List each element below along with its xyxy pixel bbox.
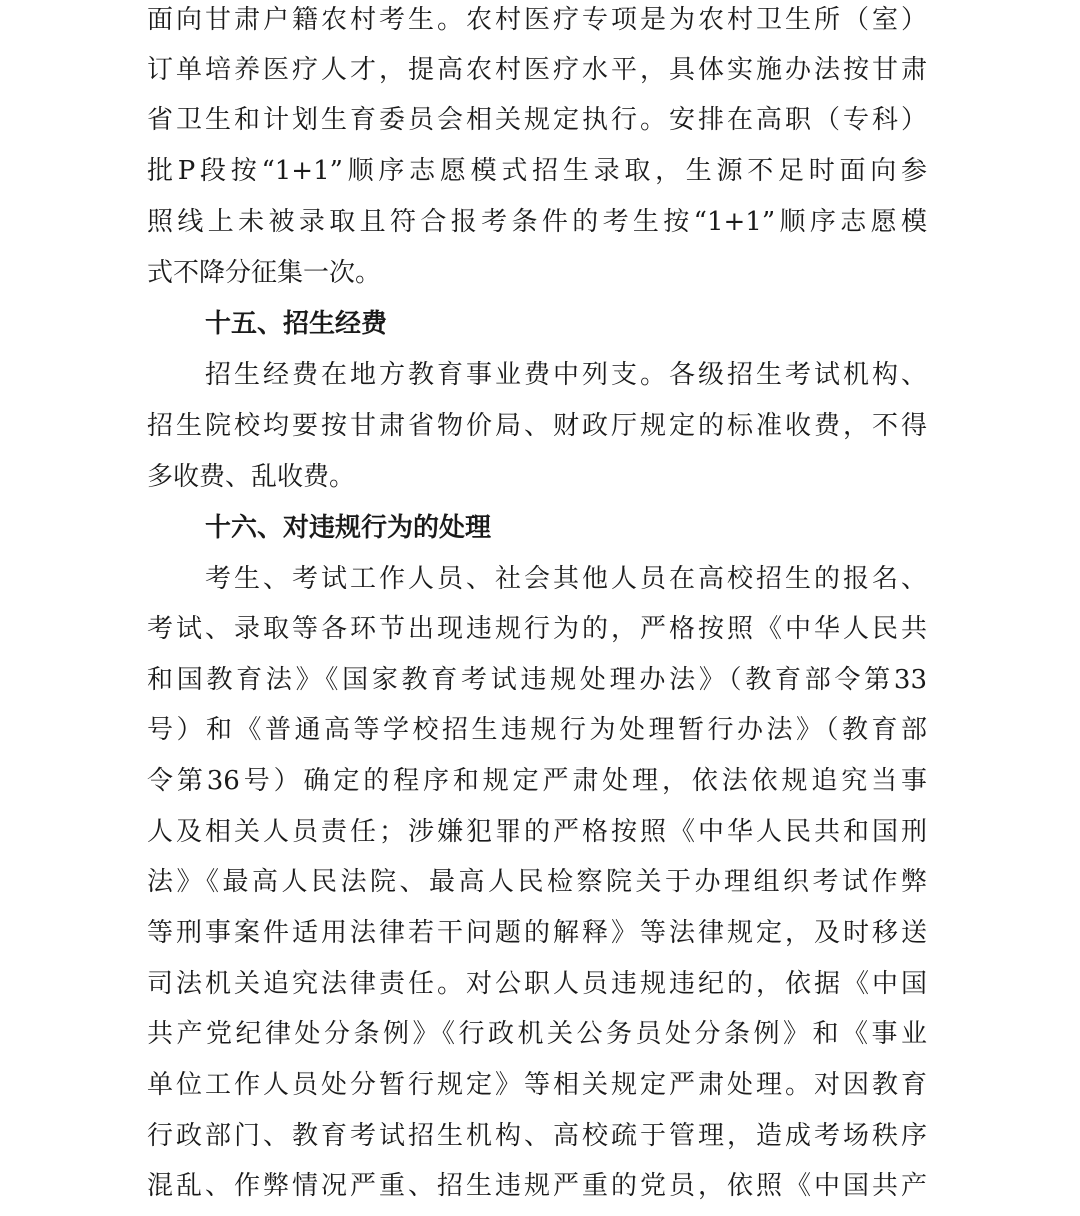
paragraph-line: 混乱、作弊情况严重、招生违规严重的党员，依照《中国共产 <box>147 1171 927 1201</box>
paragraph-line: 式不降分征集一次。 <box>147 258 382 288</box>
paragraph-line: 面向甘肃户籍农村考生。农村医疗专项是为农村卫生所（室） <box>147 5 927 35</box>
paragraph-line: 多收费、乱收费。 <box>147 462 356 492</box>
paragraph-line: 批P段按“1+1”顺序志愿模式招生录取，生源不足时面向参 <box>147 156 927 186</box>
paragraph-line: 共产党纪律处分条例》《行政机关公务员处分条例》和《事业 <box>147 1019 927 1049</box>
paragraph-line: 司法机关追究法律责任。对公职人员违规违纪的，依据《中国 <box>147 969 927 999</box>
paragraph-line: 单位工作人员处分暂行规定》等相关规定严肃处理。对因教育 <box>147 1070 927 1100</box>
paragraph-line: 行政部门、教育考试招生机构、高校疏于管理，造成考场秩序 <box>147 1121 927 1151</box>
paragraph-line: 省卫生和计划生育委员会相关规定执行。安排在高职（专科） <box>147 105 927 135</box>
paragraph-line: 法》《最高人民法院、最高人民检察院关于办理组织考试作弊 <box>147 867 927 897</box>
paragraph-line: 考试、录取等各环节出现违规行为的，严格按照《中华人民共 <box>147 614 927 644</box>
paragraph-line: 等刑事案件适用法律若干问题的解释》等法律规定，及时移送 <box>147 918 927 948</box>
paragraph-line: 考生、考试工作人员、社会其他人员在高校招生的报名、 <box>205 564 927 594</box>
section-heading-15: 十五、招生经费 <box>205 309 388 339</box>
section-heading-16: 十六、对违规行为的处理 <box>205 513 492 543</box>
paragraph-line: 招生经费在地方教育事业费中列支。各级招生考试机构、 <box>205 360 927 390</box>
paragraph-line: 人及相关人员责任；涉嫌犯罪的严格按照《中华人民共和国刑 <box>147 817 927 847</box>
paragraph-line: 招生院校均要按甘肃省物价局、财政厅规定的标准收费，不得 <box>147 411 927 441</box>
paragraph-line: 和国教育法》《国家教育考试违规处理办法》（教育部令第33 <box>147 665 927 695</box>
paragraph-line: 照线上未被录取且符合报考条件的考生按“1+1”顺序志愿模 <box>147 207 927 237</box>
paragraph-line: 号）和《普通高等学校招生违规行为处理暂行办法》（教育部 <box>147 715 927 745</box>
paragraph-line: 订单培养医疗人才，提高农村医疗水平，具体实施办法按甘肃 <box>147 55 927 85</box>
paragraph-line: 令第36号）确定的程序和规定严肃处理，依法依规追究当事 <box>147 766 927 796</box>
